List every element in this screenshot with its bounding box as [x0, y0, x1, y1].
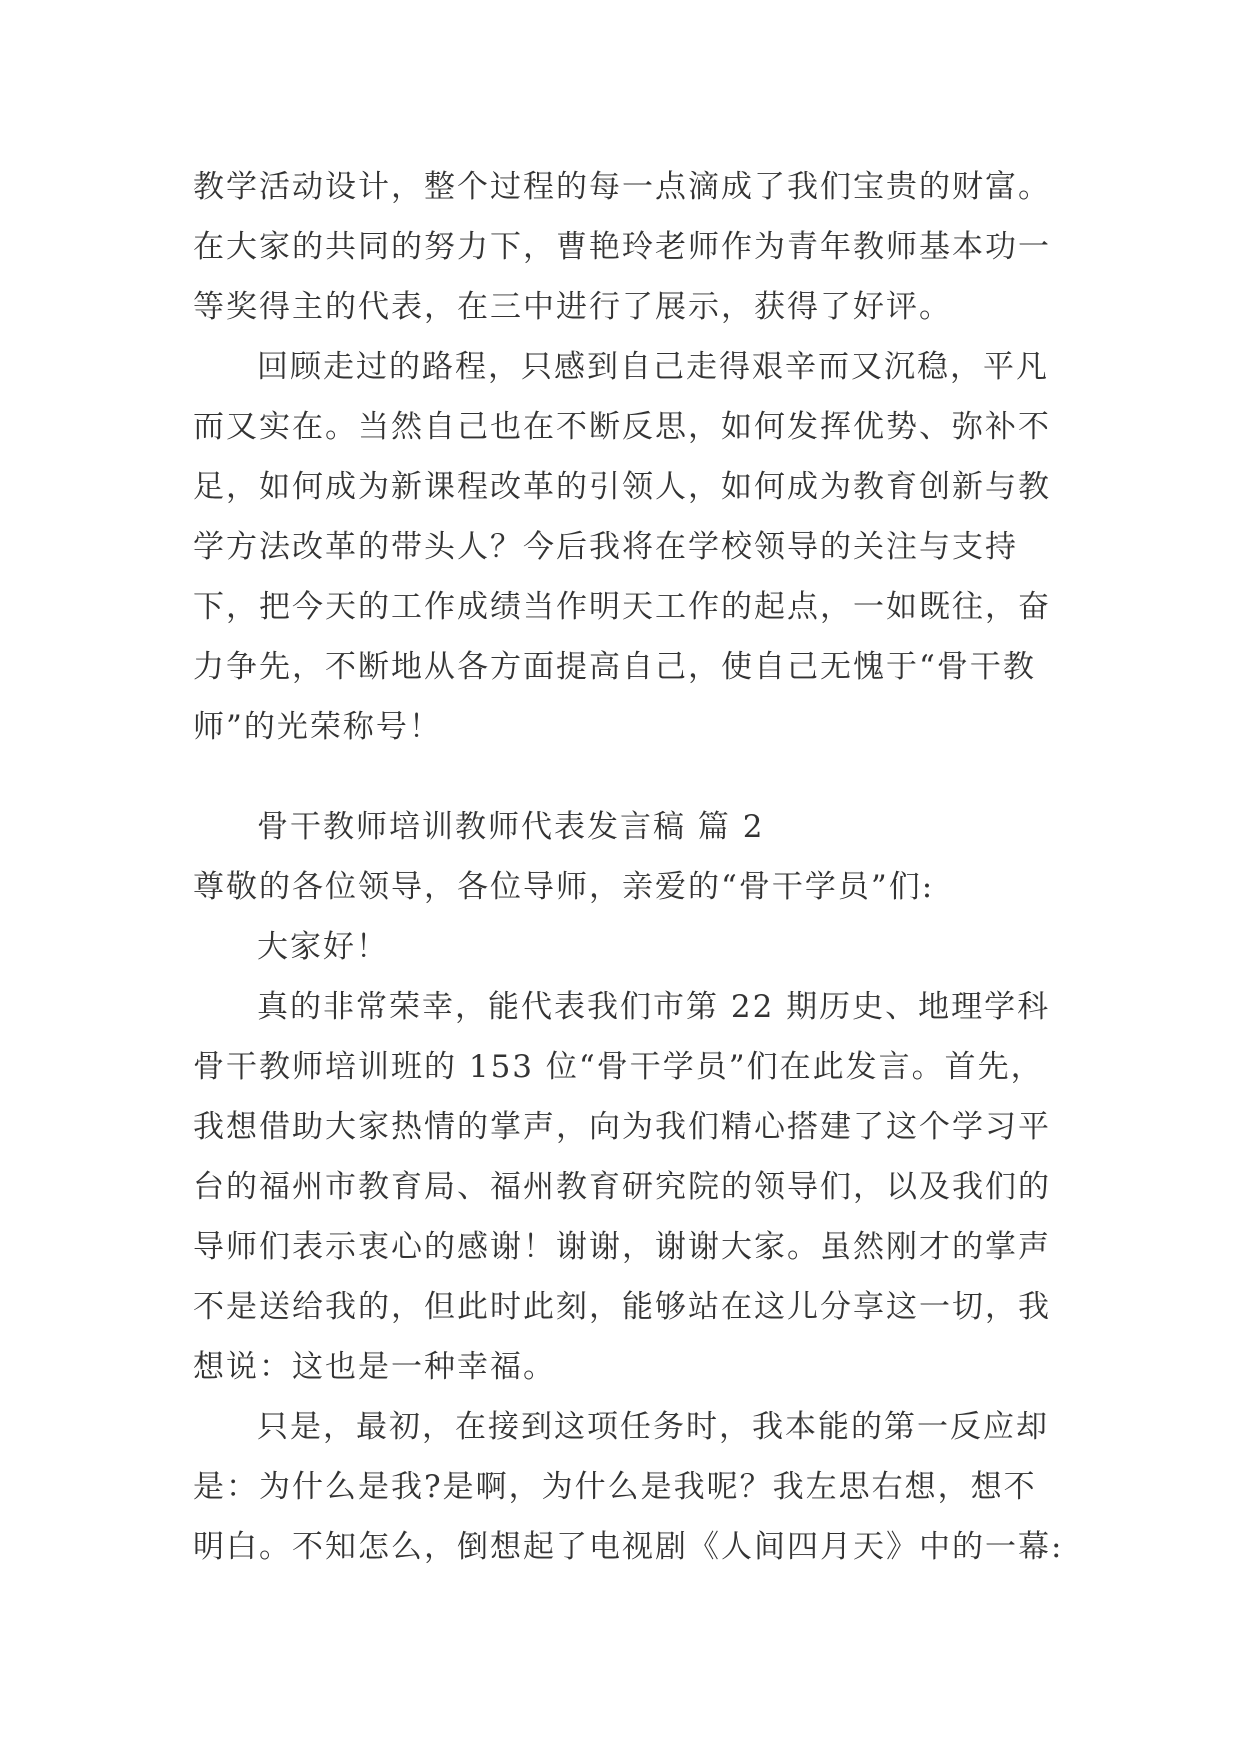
paragraph-line: 真的非常荣幸，能代表我们市第 22 期历史、地理学科 [257, 989, 1051, 1025]
paragraph-line: 是：为什么是我?是啊，为什么是我呢？我左思右想，想不 [193, 1469, 1037, 1505]
paragraph-line: 骨干教师培训班的 153 位“骨干学员”们在此发言。首先， [193, 1049, 1044, 1085]
paragraph-line: 足，如何成为新课程改革的引领人，如何成为教育创新与教 [193, 469, 1051, 505]
paragraph-line: 只是，最初，在接到这项任务时，我本能的第一反应却 [257, 1409, 1049, 1445]
paragraph-line: 学方法改革的带头人？今后我将在学校领导的关注与支持 [193, 529, 1018, 565]
paragraph-line: 下，把今天的工作成绩当作明天工作的起点，一如既往，奋 [193, 589, 1051, 625]
paragraph-line: 不是送给我的，但此时此刻，能够站在这儿分享这一切，我 [193, 1289, 1051, 1325]
paragraph-line: 明白。不知怎么，倒想起了电视剧《人间四月天》中的一幕: [193, 1529, 1064, 1565]
paragraph-line: 回顾走过的路程，只感到自己走得艰辛而又沉稳，平凡 [257, 349, 1049, 385]
paragraph-line: 等奖得主的代表，在三中进行了展示，获得了好评。 [193, 289, 952, 325]
paragraph-line: 想说：这也是一种幸福。 [193, 1349, 556, 1385]
paragraph-line: 我想借助大家热情的掌声，向为我们精心搭建了这个学习平 [193, 1109, 1051, 1145]
greeting-line: 大家好！ [257, 929, 389, 965]
paragraph-line: 教学活动设计，整个过程的每一点滴成了我们宝贵的财富。 [193, 169, 1051, 205]
paragraph-line: 师”的光荣称号！ [193, 709, 442, 745]
salutation-line: 尊敬的各位领导，各位导师，亲爱的“骨干学员”们: [193, 869, 935, 905]
section-title: 骨干教师培训教师代表发言稿 篇 2 [257, 809, 765, 845]
paragraph-line: 力争先，不断地从各方面提高自己，使自己无愧于“骨干教 [193, 649, 1036, 685]
paragraph-line: 而又实在。当然自己也在不断反思，如何发挥优势、弥补不 [193, 409, 1051, 445]
paragraph-line: 在大家的共同的努力下，曹艳玲老师作为青年教师基本功一 [193, 229, 1051, 265]
paragraph-line: 台的福州市教育局、福州教育研究院的领导们，以及我们的 [193, 1169, 1051, 1205]
paragraph-line: 导师们表示衷心的感谢！谢谢，谢谢大家。虽然刚才的掌声 [193, 1229, 1051, 1265]
